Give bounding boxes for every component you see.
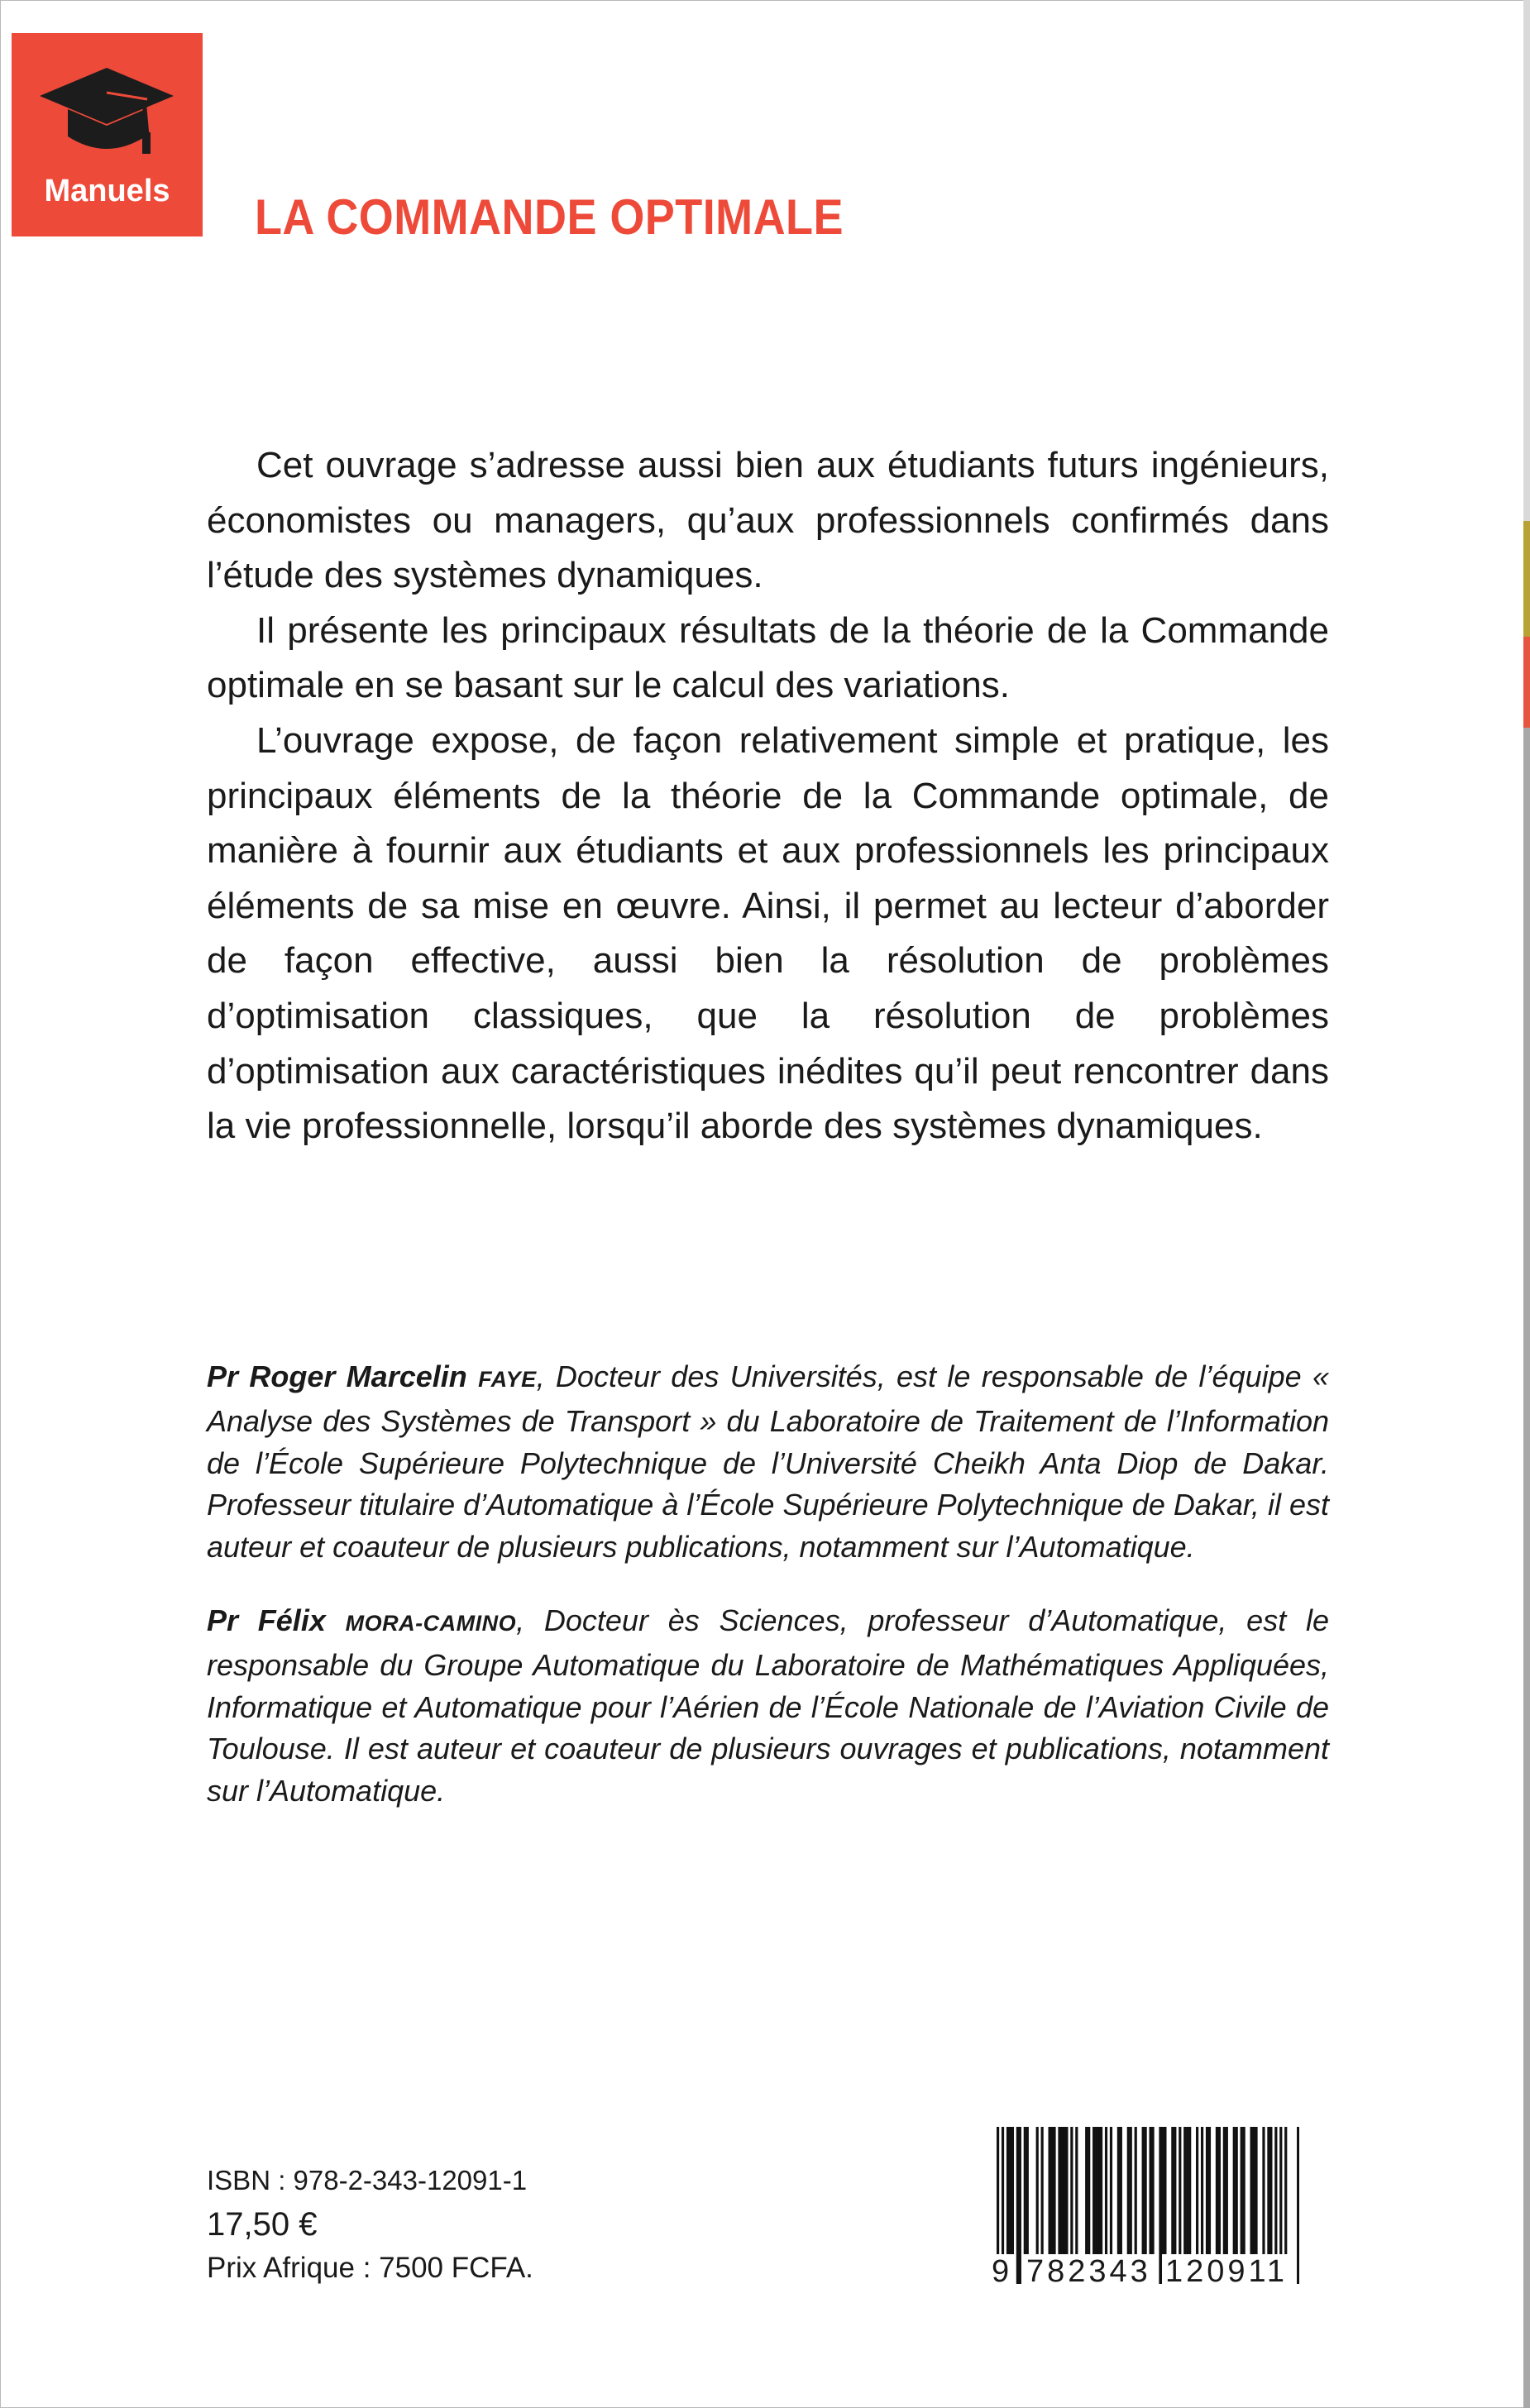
author-bio-faye: [207, 1356, 1329, 1569]
book-title: LA COMMANDE OPTIMALE: [255, 189, 844, 245]
price-info: [207, 2160, 533, 2289]
author-bio-text: , Docteur des Universités, est le responsable de l’équipe « Analyse des Systèmes de Transport » du Laboratoire de Traitement de l’Information de l’École Supérieure Polytechnique de l’Université Cheikh Anta Diop de Dakar. Professeur titulaire d’Automatique à l’École Supérieure Polytechnique de Dakar, il est auteur et coauteur de plusieurs publications, notamment sur l’Automatique.: [207, 1359, 1329, 1565]
price: 17,50 €: [207, 2206, 318, 2243]
author-bio-mora-camino: [207, 1600, 1329, 1813]
author-bio-text: , Docteur ès Sciences, professeur d’Automatique, est le responsable du Groupe Automatique du Laboratoire de Mathématiques Appliquées, Informatique et Automatique pour l’Aérien de l’École Nationale de l’Aviation Civile de Toulouse. Il est auteur et coauteur de plusieurs ouvrages et publications, notamment sur l’Automatique.: [207, 1603, 1329, 1808]
spine-edge-yellow: [1523, 521, 1530, 637]
description-paragraph: Cet ouvrage s’adresse aussi bien aux étudiants futurs ingénieurs, économistes ou managers, qu’aux professionnels confirmés dans l’étude des systèmes dynamiques.: [207, 445, 1329, 596]
barcode-first-digit: 9: [988, 2254, 1016, 2290]
author-prefix: Pr Roger Marcelin: [207, 1359, 467, 1393]
price-africa: Prix Afrique : 7500 FCFA.: [207, 2252, 533, 2284]
barcode-left-group: 782343: [1023, 2254, 1155, 2290]
description-block: [207, 438, 1329, 1154]
barcode-bar: [1297, 2127, 1299, 2284]
collection-label: Manuels: [44, 174, 170, 208]
collection-badge: [12, 33, 203, 236]
barcode-bar: [1019, 2127, 1021, 2284]
author-surname: FAYE: [478, 1367, 537, 1392]
description-paragraph: L’ouvrage expose, de façon relativement simple et pratique, les principaux éléments de la théorie de la Commande optimale, de manière à fournir aux étudiants et aux professionnels les principaux éléments de sa mise en œuvre. Ainsi, il permet au lecteur d’aborder de façon effective, aussi bien la résolution de problèmes d’optimisation classiques, que la résolution de problèmes d’optimisation aux caractéristiques inédites qu’il peut rencontrer dans la vie professionnelle, lorsqu’il aborde des systèmes dynamiques.: [207, 719, 1329, 1147]
barcode-right-group: 120911: [1162, 2254, 1291, 2290]
spine-edge-grey: [1523, 728, 1530, 2408]
isbn: ISBN : 978-2-343-12091-1: [207, 2165, 528, 2195]
author-prefix: Pr Félix: [207, 1603, 326, 1637]
graduation-cap-icon: [28, 50, 185, 174]
description-paragraph: Il présente les principaux résultats de la théorie de la Commande optimale en se basant sur le calcul des variations.: [207, 609, 1329, 706]
author-surname: MORA-CAMINO: [345, 1611, 517, 1636]
barcode: [988, 2117, 1308, 2307]
spine-edge-red: [1523, 637, 1530, 728]
barcode-bar: [1016, 2127, 1019, 2284]
